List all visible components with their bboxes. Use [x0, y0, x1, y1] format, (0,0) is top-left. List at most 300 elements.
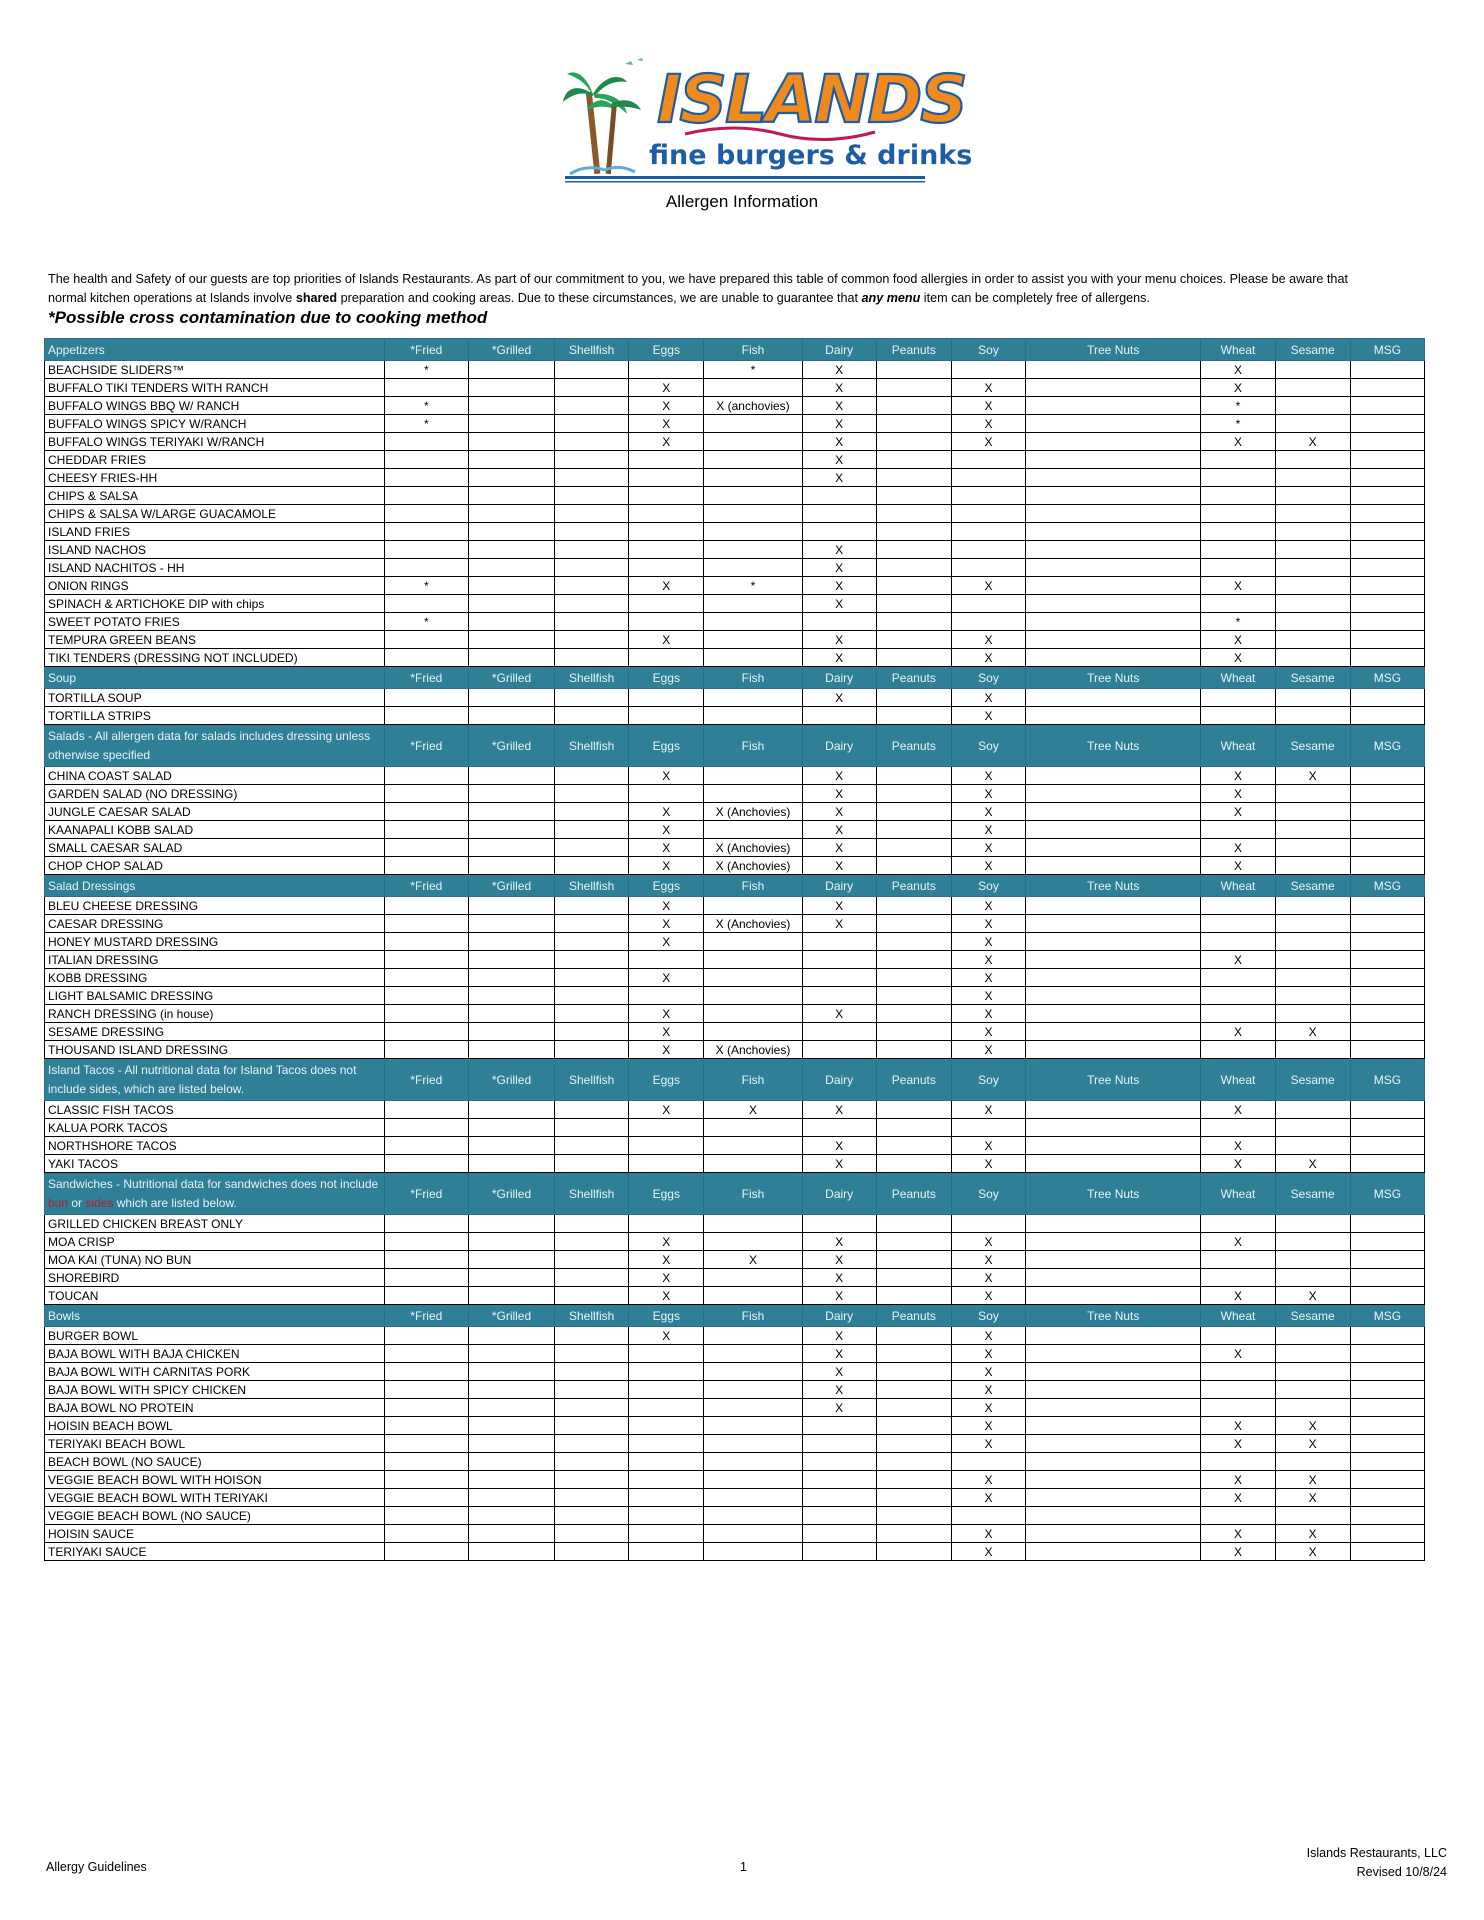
column-header: Sesame [1275, 339, 1350, 361]
allergen-cell [1350, 1101, 1424, 1119]
allergen-cell [555, 803, 629, 821]
allergen-cell [384, 803, 468, 821]
allergen-cell [876, 1269, 951, 1287]
allergen-cell [1275, 1507, 1350, 1525]
allergen-cell [555, 361, 629, 379]
table-row [45, 1363, 1425, 1381]
allergen-cell [876, 1101, 951, 1119]
allergen-cell [1026, 577, 1201, 595]
menu-item-name: TORTILLA SOUP [45, 689, 385, 707]
allergen-cell [1201, 915, 1275, 933]
allergen-cell [629, 613, 704, 631]
table-row [45, 767, 1425, 785]
allergen-cell [1275, 613, 1350, 631]
allergen-cell [704, 785, 802, 803]
column-header: Sesame [1275, 1059, 1350, 1101]
table-row [45, 1345, 1425, 1363]
allergen-cell [1026, 1233, 1201, 1251]
allergen-cell [876, 1287, 951, 1305]
allergen-cell [876, 397, 951, 415]
allergen-cell [704, 631, 802, 649]
table-row [45, 1005, 1425, 1023]
table-row [45, 523, 1425, 541]
allergen-cell [1026, 523, 1201, 541]
table-row [45, 577, 1425, 595]
allergen-cell [629, 595, 704, 613]
allergen-cell: X [629, 1041, 704, 1059]
allergen-cell [468, 707, 554, 725]
allergen-cell: X [1201, 1101, 1275, 1119]
menu-item-name: KALUA PORK TACOS [45, 1119, 385, 1137]
allergen-cell: * [1201, 415, 1275, 433]
allergen-cell [1026, 707, 1201, 725]
allergen-cell [1350, 361, 1424, 379]
table-row [45, 451, 1425, 469]
column-header: Shellfish [555, 339, 629, 361]
allergen-cell [1275, 689, 1350, 707]
allergen-cell: X [951, 415, 1025, 433]
allergen-cell [1026, 1453, 1201, 1471]
allergen-cell: X [1201, 1155, 1275, 1173]
allergen-cell [1275, 541, 1350, 559]
allergen-cell [384, 839, 468, 857]
allergen-cell [1026, 1525, 1201, 1543]
allergen-cell [384, 689, 468, 707]
allergen-cell: X [704, 1251, 802, 1269]
allergen-cell [1201, 1269, 1275, 1287]
column-header: MSG [1350, 667, 1424, 689]
allergen-cell [1350, 1287, 1424, 1305]
allergen-cell [802, 1215, 876, 1233]
section-title: Salad Dressings [45, 875, 385, 897]
allergen-cell [468, 803, 554, 821]
allergen-cell [802, 1417, 876, 1435]
allergen-cell [951, 541, 1025, 559]
allergen-cell: X [1275, 1023, 1350, 1041]
allergen-cell [629, 1489, 704, 1507]
allergen-cell [468, 415, 554, 433]
allergen-cell: X (anchovies) [704, 397, 802, 415]
allergen-cell [876, 595, 951, 613]
allergen-cell [1275, 933, 1350, 951]
allergen-cell: X [802, 433, 876, 451]
section-header-row [45, 667, 1425, 689]
allergen-cell [802, 505, 876, 523]
allergen-cell [1350, 1507, 1424, 1525]
allergen-cell [704, 1119, 802, 1137]
allergen-cell [555, 541, 629, 559]
allergen-cell [1275, 803, 1350, 821]
column-header: Soy [951, 875, 1025, 897]
allergen-cell [555, 1435, 629, 1453]
allergen-cell [555, 951, 629, 969]
allergen-cell [468, 1251, 554, 1269]
allergen-cell: X [629, 379, 704, 397]
allergen-cell [629, 1453, 704, 1471]
allergen-cell [1201, 1327, 1275, 1345]
column-header: *Fried [384, 875, 468, 897]
allergen-cell: X [1275, 1471, 1350, 1489]
allergen-cell [1026, 1381, 1201, 1399]
allergen-cell [468, 1269, 554, 1287]
allergen-cell [629, 649, 704, 667]
allergen-cell: X [802, 1327, 876, 1345]
allergen-cell: X [802, 821, 876, 839]
allergen-cell [1201, 469, 1275, 487]
allergen-cell: X [951, 767, 1025, 785]
allergen-cell: X [1201, 1137, 1275, 1155]
allergen-cell: X [951, 839, 1025, 857]
allergen-cell [802, 1543, 876, 1561]
allergen-cell [876, 785, 951, 803]
allergen-cell [1026, 1327, 1201, 1345]
table-row [45, 433, 1425, 451]
allergen-cell [555, 1399, 629, 1417]
allergen-cell: X [951, 1399, 1025, 1417]
allergen-cell [1275, 487, 1350, 505]
table-row [45, 839, 1425, 857]
section-title: Bowls [45, 1305, 385, 1327]
allergen-cell: X [1201, 631, 1275, 649]
allergen-cell [384, 559, 468, 577]
allergen-cell: X [802, 915, 876, 933]
table-row [45, 1327, 1425, 1345]
allergen-cell [384, 1119, 468, 1137]
allergen-cell [1275, 821, 1350, 839]
allergen-cell: X [1275, 1489, 1350, 1507]
footer-company-block [1307, 1844, 1447, 1882]
column-header: Sesame [1275, 667, 1350, 689]
allergen-cell [1026, 631, 1201, 649]
allergen-cell [1275, 379, 1350, 397]
allergen-cell [1275, 649, 1350, 667]
allergen-cell [384, 1251, 468, 1269]
column-header: Sesame [1275, 875, 1350, 897]
allergen-cell [1275, 1251, 1350, 1269]
column-header: Tree Nuts [1026, 875, 1201, 897]
column-header: Fish [704, 1173, 802, 1215]
section-title-part: or [68, 1195, 86, 1210]
menu-item-name: SWEET POTATO FRIES [45, 613, 385, 631]
allergen-cell [629, 1435, 704, 1453]
allergen-cell [1275, 397, 1350, 415]
table-row [45, 1137, 1425, 1155]
allergen-cell [384, 1023, 468, 1041]
menu-item-name: BURGER BOWL [45, 1327, 385, 1345]
allergen-cell [1350, 559, 1424, 577]
allergen-cell: X [1201, 1345, 1275, 1363]
allergen-cell [1026, 933, 1201, 951]
table-row [45, 1381, 1425, 1399]
allergen-cell: X [802, 541, 876, 559]
allergen-cell [384, 1041, 468, 1059]
table-row [45, 857, 1425, 875]
allergen-cell [704, 541, 802, 559]
allergen-cell [1350, 1345, 1424, 1363]
allergen-cell [555, 767, 629, 785]
allergen-cell [629, 785, 704, 803]
allergen-cell [1350, 1005, 1424, 1023]
allergen-cell [802, 1453, 876, 1471]
allergen-cell: X [629, 857, 704, 875]
allergen-cell [802, 487, 876, 505]
allergen-cell [1026, 1399, 1201, 1417]
allergen-cell [704, 379, 802, 397]
allergen-cell [555, 707, 629, 725]
menu-item-name: KAANAPALI KOBB SALAD [45, 821, 385, 839]
allergen-cell: X [951, 1471, 1025, 1489]
allergen-cell [802, 969, 876, 987]
allergen-cell [1350, 1233, 1424, 1251]
allergen-cell [1350, 933, 1424, 951]
allergen-cell [384, 451, 468, 469]
allergen-cell [1275, 559, 1350, 577]
table-row [45, 415, 1425, 433]
allergen-cell [468, 1345, 554, 1363]
allergen-cell [1275, 505, 1350, 523]
allergen-cell [1350, 1435, 1424, 1453]
allergen-cell: X [951, 897, 1025, 915]
allergen-cell: X [629, 803, 704, 821]
table-row [45, 1399, 1425, 1417]
allergen-cell [1026, 857, 1201, 875]
allergen-cell: X [802, 451, 876, 469]
allergen-cell [629, 1417, 704, 1435]
allergen-cell [1275, 897, 1350, 915]
allergen-cell [468, 1471, 554, 1489]
footer-label: Allergy Guidelines [46, 1860, 147, 1874]
allergen-cell [704, 523, 802, 541]
allergen-cell [876, 969, 951, 987]
allergen-cell: X [951, 1435, 1025, 1453]
allergen-cell: X [802, 595, 876, 613]
allergen-cell [629, 707, 704, 725]
table-row [45, 505, 1425, 523]
allergen-cell [1350, 1381, 1424, 1399]
column-header: Tree Nuts [1026, 1173, 1201, 1215]
allergen-cell [468, 1155, 554, 1173]
allergen-cell: X [1201, 803, 1275, 821]
allergen-cell [1026, 487, 1201, 505]
allergen-cell [1350, 1251, 1424, 1269]
section-header-row [45, 339, 1425, 361]
table-row [45, 1251, 1425, 1269]
allergen-cell [876, 1399, 951, 1417]
allergen-cell [1350, 689, 1424, 707]
allergen-cell: * [1201, 397, 1275, 415]
allergen-cell [1275, 969, 1350, 987]
allergen-cell [1350, 1119, 1424, 1137]
menu-item-name: VEGGIE BEACH BOWL WITH TERIYAKI [45, 1489, 385, 1507]
allergen-cell [1026, 1363, 1201, 1381]
column-header: Shellfish [555, 725, 629, 767]
allergen-cell: X [951, 1101, 1025, 1119]
column-header: Peanuts [876, 875, 951, 897]
allergen-cell [555, 433, 629, 451]
allergen-cell: X [1275, 1417, 1350, 1435]
allergen-cell: X [951, 707, 1025, 725]
menu-item-name: CHIPS & SALSA [45, 487, 385, 505]
allergen-cell [468, 1005, 554, 1023]
allergen-cell [1201, 1363, 1275, 1381]
allergen-cell [704, 1137, 802, 1155]
menu-item-name: TORTILLA STRIPS [45, 707, 385, 725]
allergen-cell [629, 1155, 704, 1173]
allergen-cell: X [629, 1005, 704, 1023]
allergen-cell: X [802, 897, 876, 915]
allergen-cell [802, 987, 876, 1005]
table-row [45, 1471, 1425, 1489]
allergen-cell: X [951, 1005, 1025, 1023]
allergen-cell: * [704, 361, 802, 379]
allergen-cell [468, 361, 554, 379]
allergen-cell [468, 487, 554, 505]
allergen-cell [1350, 1543, 1424, 1561]
menu-item-name: TOUCAN [45, 1287, 385, 1305]
allergen-cell: X [629, 1287, 704, 1305]
allergen-cell [384, 785, 468, 803]
allergen-cell: * [384, 361, 468, 379]
allergen-cell [802, 1525, 876, 1543]
allergen-cell [1201, 897, 1275, 915]
column-header: Wheat [1201, 1305, 1275, 1327]
column-header: *Grilled [468, 1059, 554, 1101]
intro-text: normal kitchen operations at Islands involve [48, 291, 296, 305]
allergen-cell: X (Anchovies) [704, 1041, 802, 1059]
allergen-cell [384, 1101, 468, 1119]
table-row [45, 821, 1425, 839]
column-header: Shellfish [555, 875, 629, 897]
allergen-cell [1026, 767, 1201, 785]
allergen-cell [704, 1543, 802, 1561]
allergen-cell: X [802, 469, 876, 487]
allergen-cell: X [802, 1137, 876, 1155]
allergen-cell: X [802, 1287, 876, 1305]
allergen-cell [1350, 541, 1424, 559]
allergen-cell [1350, 821, 1424, 839]
allergen-cell [555, 487, 629, 505]
menu-item-name: ISLAND FRIES [45, 523, 385, 541]
menu-item-name: TERIYAKI SAUCE [45, 1543, 385, 1561]
column-header: Tree Nuts [1026, 667, 1201, 689]
column-header: Peanuts [876, 1305, 951, 1327]
allergen-cell: * [1201, 613, 1275, 631]
allergen-cell [704, 505, 802, 523]
allergen-cell [704, 969, 802, 987]
allergen-cell: X [802, 631, 876, 649]
allergen-cell [802, 1489, 876, 1507]
allergen-cell [384, 1233, 468, 1251]
menu-item-name: TEMPURA GREEN BEANS [45, 631, 385, 649]
allergen-cell [704, 1233, 802, 1251]
allergen-cell [468, 969, 554, 987]
allergen-cell [555, 1137, 629, 1155]
menu-item-name: SPINACH & ARTICHOKE DIP with chips [45, 595, 385, 613]
allergen-cell [384, 595, 468, 613]
allergen-cell: X [1201, 1023, 1275, 1041]
allergen-cell: X [704, 1101, 802, 1119]
allergen-cell: X [802, 397, 876, 415]
allergen-cell [468, 1453, 554, 1471]
table-row [45, 631, 1425, 649]
allergen-cell [1201, 523, 1275, 541]
allergen-cell: X [629, 933, 704, 951]
table-row [45, 613, 1425, 631]
allergen-cell [468, 505, 554, 523]
allergen-cell [384, 1005, 468, 1023]
allergen-cell [1026, 469, 1201, 487]
allergen-cell [1275, 631, 1350, 649]
allergen-cell [1275, 951, 1350, 969]
table-row [45, 951, 1425, 969]
allergen-cell [951, 361, 1025, 379]
table-row [45, 397, 1425, 415]
allergen-cell [468, 1435, 554, 1453]
allergen-cell [876, 1041, 951, 1059]
allergen-cell [1026, 505, 1201, 523]
allergen-cell [468, 1327, 554, 1345]
allergen-cell [1201, 451, 1275, 469]
allergen-cell: X [951, 433, 1025, 451]
allergen-cell [1026, 451, 1201, 469]
intro-emphasis: shared [295, 291, 338, 305]
allergen-cell [555, 1525, 629, 1543]
menu-item-name: BUFFALO WINGS BBQ W/ RANCH [45, 397, 385, 415]
menu-item-name: JUNGLE CAESAR SALAD [45, 803, 385, 821]
allergen-cell [876, 689, 951, 707]
allergen-cell: X [951, 1137, 1025, 1155]
allergen-cell [1026, 897, 1201, 915]
column-header: Sesame [1275, 1305, 1350, 1327]
column-header: *Grilled [468, 1305, 554, 1327]
allergen-cell [1275, 785, 1350, 803]
column-header: Eggs [629, 725, 704, 767]
allergen-cell: X (Anchovies) [704, 857, 802, 875]
column-header: Eggs [629, 875, 704, 897]
menu-item-name: BAJA BOWL WITH BAJA CHICKEN [45, 1345, 385, 1363]
allergen-cell [876, 915, 951, 933]
table-row [45, 969, 1425, 987]
column-header: Eggs [629, 1305, 704, 1327]
allergen-cell [555, 469, 629, 487]
allergen-cell [876, 803, 951, 821]
allergen-cell [468, 1543, 554, 1561]
allergen-cell: X [802, 649, 876, 667]
allergen-cell [384, 1435, 468, 1453]
allergen-cell [876, 469, 951, 487]
allergen-table [44, 338, 1425, 1561]
allergen-cell [802, 951, 876, 969]
allergen-cell: X (Anchovies) [704, 803, 802, 821]
allergen-cell: X [951, 1543, 1025, 1561]
table-row [45, 469, 1425, 487]
menu-item-name: BUFFALO TIKI TENDERS WITH RANCH [45, 379, 385, 397]
allergen-cell [876, 1251, 951, 1269]
allergen-cell [555, 451, 629, 469]
section-title: Appetizers [45, 339, 385, 361]
allergen-cell [1026, 803, 1201, 821]
menu-item-name: SESAME DRESSING [45, 1023, 385, 1041]
allergen-cell [1275, 1215, 1350, 1233]
allergen-cell [629, 451, 704, 469]
allergen-cell [555, 785, 629, 803]
allergen-cell [629, 487, 704, 505]
allergen-cell [468, 821, 554, 839]
allergen-cell [555, 1041, 629, 1059]
menu-item-name: LIGHT BALSAMIC DRESSING [45, 987, 385, 1005]
section-title: Salads - All allergen data for salads includes dressing unless otherwise specified [45, 725, 385, 767]
menu-item-name: CHEESY FRIES-HH [45, 469, 385, 487]
